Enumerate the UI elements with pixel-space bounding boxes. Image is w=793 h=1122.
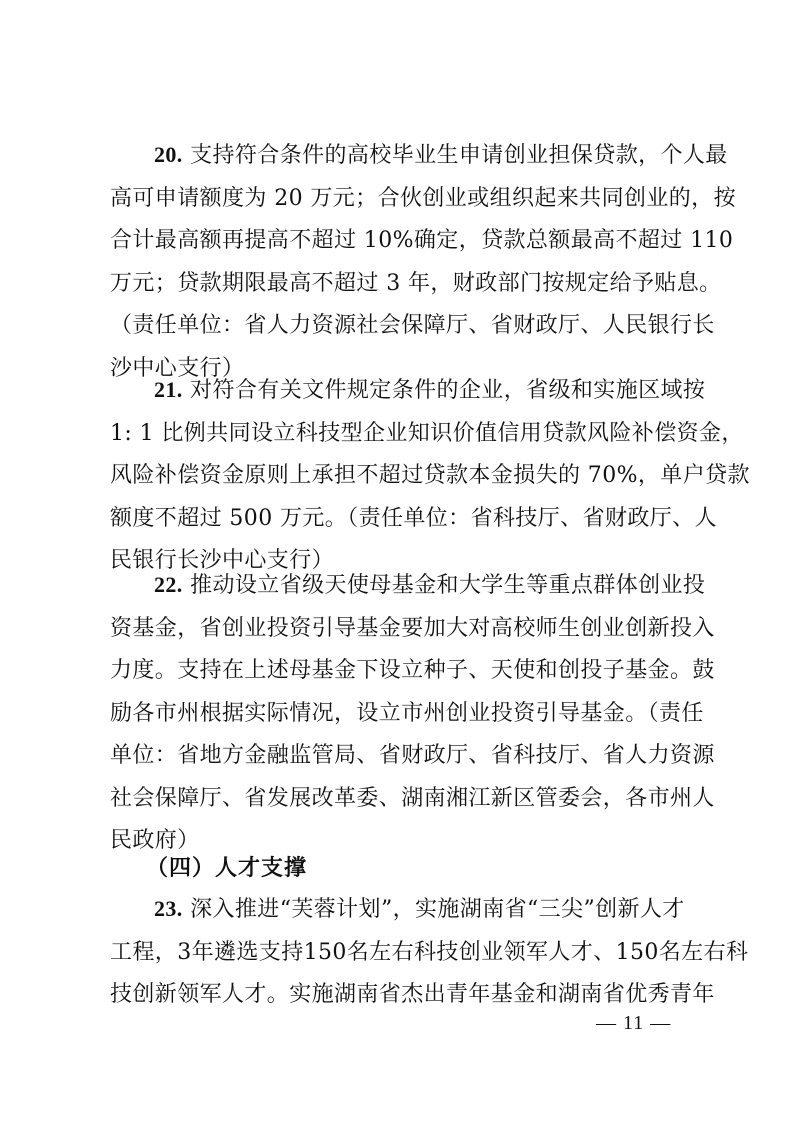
- paragraph-line: 单位：省地方金融监管局、省财政厅、省科技厅、省人力资源: [110, 743, 715, 768]
- item-number: 22.: [154, 572, 183, 597]
- paragraph-line: 民政府）: [110, 828, 200, 853]
- item-number: 23.: [154, 896, 183, 921]
- paragraph-line: 合计最高额再提高不超过 10%确定，贷款总额最高不超过 110: [110, 228, 734, 253]
- paragraph-line: 力度。支持在上述母基金下设立种子、天使和创投子基金。鼓: [110, 658, 715, 683]
- item-number: 20.: [154, 142, 183, 167]
- paragraph-line: 风险补偿资金原则上承担不超过贷款本金损失的 70%，单户贷款: [110, 463, 750, 488]
- paragraph-line: 万元；贷款期限最高不超过 3 年，财政部门按规定给予贴息。: [110, 270, 722, 296]
- paragraph-line: 励各市州根据实际情况，设立市州创业投资引导基金。（责任: [110, 700, 704, 726]
- paragraph-line: 工程，3年遴选支持150名左右科技创业领军人才、150名左右科: [110, 939, 749, 965]
- paragraph-line: 21. 对符合有关文件规定条件的企业，省级和实施区域按: [154, 377, 706, 403]
- page-number: — 11 —: [596, 1012, 672, 1034]
- item-number: 21.: [154, 377, 183, 402]
- paragraph-line: 额度不超过 500 万元。（责任单位：省科技厅、省财政厅、人: [110, 505, 717, 531]
- paragraph-23: [110, 888, 749, 1017]
- paragraph-line: 技创新领军人才。实施湖南省杰出青年基金和湖南省优秀青年: [110, 982, 715, 1007]
- paragraph-line: 23. 深入推进“芙蓉计划”，实施湖南省“三尖”创新人才: [154, 896, 685, 922]
- paragraph-line: 22. 推动设立省级天使母基金和大学生等重点群体创业投: [154, 572, 706, 598]
- section-heading: （四）人才支撑: [146, 855, 308, 881]
- paragraph-line: 沙中心支行）: [110, 355, 245, 381]
- paragraph-line: （责任单位：省人力资源社会保障厅、省财政厅、人民银行长: [110, 313, 715, 338]
- paragraph-line: 20. 支持符合条件的高校毕业生申请创业担保贷款，个人最: [154, 142, 728, 168]
- paragraph-line: 1: 1 比例共同设立科技型企业知识价值信用贷款风险补偿资金，: [110, 420, 744, 446]
- paragraph-22: [110, 564, 715, 863]
- paragraph-line: 高可申请额度为 20 万元；合伙创业或组织起来共同创业的，按: [110, 185, 736, 211]
- paragraph-line: 社会保障厅、省发展改革委、湖南湘江新区管委会，各市州人: [110, 785, 715, 811]
- paragraph-21: [110, 369, 750, 583]
- paragraph-line: 资基金，省创业投资引导基金要加大对高校师生创业创新投入: [110, 615, 715, 641]
- paragraph-line: 民银行长沙中心支行）: [110, 548, 335, 573]
